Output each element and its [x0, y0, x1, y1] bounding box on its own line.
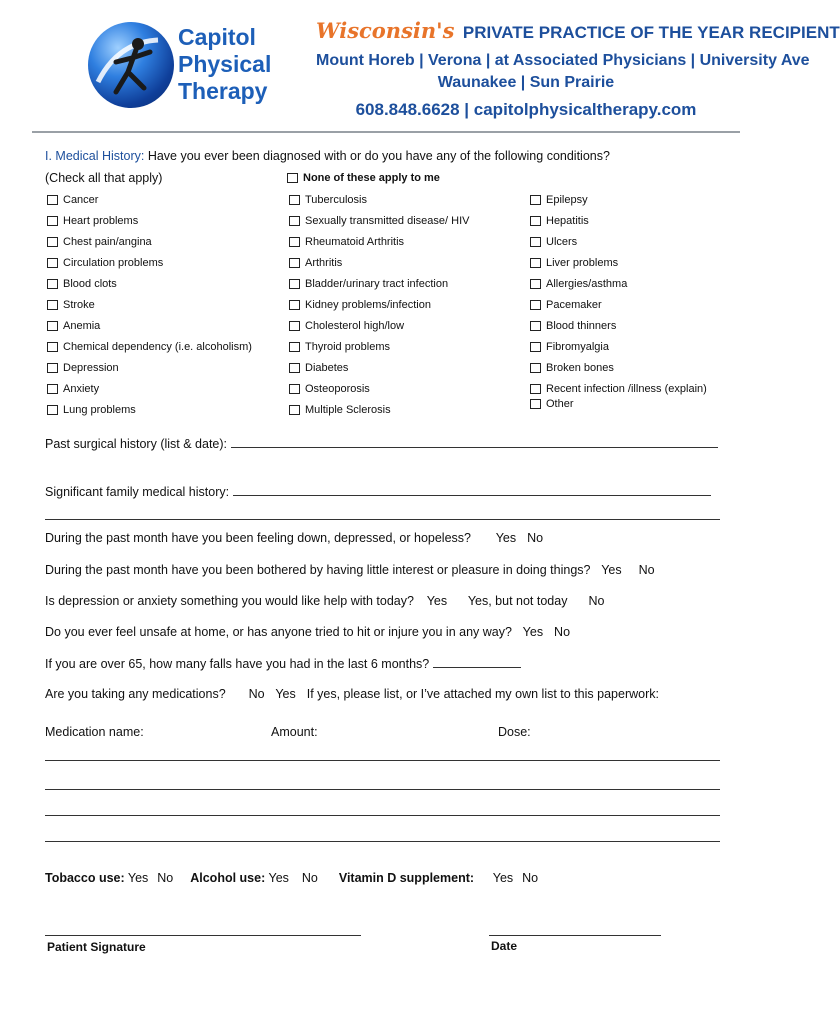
condition-option[interactable]	[530, 278, 627, 290]
checkbox[interactable]	[289, 384, 300, 394]
condition-label: Thyroid problems	[305, 341, 390, 353]
condition-option[interactable]	[47, 362, 119, 374]
condition-label: Cancer	[63, 194, 99, 206]
answer-yes-not-today[interactable]: Yes, but not today	[467, 594, 568, 608]
condition-option[interactable]	[47, 299, 95, 311]
condition-label: Rheumatoid Arthritis	[305, 236, 405, 248]
condition-option[interactable]	[289, 362, 348, 374]
habits-row	[45, 871, 538, 885]
vitamin-yes[interactable]: Yes	[492, 871, 514, 885]
condition-label: Osteoporosis	[305, 383, 370, 395]
falls-count-field[interactable]	[433, 656, 521, 668]
condition-label: Lung problems	[63, 404, 136, 416]
locations-line-1: Mount Horeb | Verona | at Associated Physicians | University Ave	[316, 52, 810, 69]
answer-no[interactable]: No	[588, 594, 605, 608]
tobacco-yes[interactable]: Yes	[127, 871, 149, 885]
section-intro	[45, 149, 610, 163]
logo-line-3: Therapy	[178, 78, 268, 104]
condition-option[interactable]	[530, 299, 602, 311]
answer-yes[interactable]: Yes	[522, 625, 544, 639]
question-unsafe-row	[45, 625, 570, 639]
answer-no[interactable]: No	[554, 625, 571, 639]
signature-label: Patient Signature	[47, 940, 146, 954]
checkbox[interactable]	[47, 405, 58, 415]
question-unsafe: Do you ever feel unsafe at home, or has anyone tried to hit or injure you in any way?	[45, 625, 512, 639]
condition-label: Anxiety	[63, 383, 100, 395]
surgical-history-label: Past surgical history (list & date):	[45, 437, 228, 451]
award-title	[316, 18, 840, 43]
question-down-row	[45, 531, 543, 545]
condition-label: Heart problems	[63, 215, 139, 227]
condition-option[interactable]	[47, 236, 152, 248]
condition-label: Sexually transmitted disease/ HIV	[305, 215, 470, 227]
question-interest-row	[45, 563, 655, 577]
none-apply-option[interactable]	[287, 172, 440, 184]
med-col-name: Medication name:	[45, 725, 144, 739]
condition-label: Ulcers	[546, 236, 578, 248]
checkbox[interactable]	[530, 399, 541, 409]
family-history-label: Significant family medical history:	[45, 485, 230, 499]
condition-label: Kidney problems/infection	[305, 299, 431, 311]
section-label: I. Medical History:	[45, 149, 145, 163]
checkbox[interactable]	[530, 321, 541, 331]
checkbox[interactable]	[289, 279, 300, 289]
condition-label: Liver problems	[546, 257, 619, 269]
question-falls: If you are over 65, how many falls have you had in the last 6 months?	[45, 657, 430, 671]
checkbox[interactable]	[530, 258, 541, 268]
vitamin-no[interactable]: No	[522, 871, 539, 885]
checkbox[interactable]	[289, 300, 300, 310]
condition-option[interactable]	[289, 236, 404, 248]
checkbox[interactable]	[289, 216, 300, 226]
condition-option[interactable]	[530, 362, 614, 374]
tobacco-no[interactable]: No	[157, 871, 174, 885]
checkbox[interactable]	[47, 237, 58, 247]
condition-option[interactable]	[47, 257, 163, 269]
condition-option[interactable]	[530, 398, 574, 410]
condition-label: Allergies/asthma	[546, 278, 628, 290]
checkbox[interactable]	[530, 300, 541, 310]
logo-line-2: Physical	[178, 51, 272, 77]
checkbox[interactable]	[47, 363, 58, 373]
condition-option[interactable]	[289, 194, 367, 206]
contact-info: 608.848.6628 | capitolphysicaltherapy.com	[355, 100, 697, 119]
checkbox[interactable]	[47, 321, 58, 331]
question-interest: During the past month have you been bothered by having little interest or pleasure in doing things?	[45, 563, 591, 577]
checkbox[interactable]	[530, 363, 541, 373]
checkbox[interactable]	[47, 216, 58, 226]
condition-option[interactable]	[530, 383, 707, 395]
med-col-dose: Dose:	[498, 725, 531, 739]
logo-text	[178, 24, 288, 105]
surgical-history-field[interactable]	[231, 436, 718, 448]
checkbox[interactable]	[287, 173, 298, 183]
runner-figure-icon	[88, 22, 174, 108]
checkbox[interactable]	[530, 384, 541, 394]
condition-label: Epilepsy	[546, 194, 588, 206]
condition-option[interactable]	[530, 194, 588, 206]
question-help: Is depression or anxiety something you would like help with today?	[45, 594, 414, 608]
condition-label: Fibromyalgia	[546, 341, 609, 353]
condition-option[interactable]	[47, 320, 100, 332]
condition-option[interactable]	[47, 278, 117, 290]
condition-label: Circulation problems	[63, 257, 164, 269]
condition-option[interactable]	[289, 257, 342, 269]
question-meds-row	[45, 687, 659, 701]
checkbox[interactable]	[47, 342, 58, 352]
medication-line-2[interactable]	[45, 789, 720, 790]
checkbox[interactable]	[289, 195, 300, 205]
condition-label: Chemical dependency (i.e. alcoholism)	[63, 341, 252, 353]
checkbox[interactable]	[289, 237, 300, 247]
checkbox[interactable]	[47, 195, 58, 205]
condition-label: Multiple Sclerosis	[305, 404, 391, 416]
condition-label: Blood thinners	[546, 320, 617, 332]
checkbox[interactable]	[530, 195, 541, 205]
condition-option[interactable]	[289, 320, 404, 332]
condition-label: Other	[546, 398, 574, 410]
condition-option[interactable]	[289, 341, 390, 353]
meds-followup: If yes, please list, or I’ve attached my own list to this paperwork:	[306, 687, 659, 701]
condition-option[interactable]	[289, 278, 448, 290]
checkbox[interactable]	[47, 384, 58, 394]
condition-label: Arthritis	[305, 257, 343, 269]
answer-no[interactable]: No	[638, 563, 655, 577]
med-col-amount: Amount:	[271, 725, 318, 739]
answer-yes[interactable]: Yes	[601, 563, 622, 577]
condition-label: Anemia	[63, 320, 101, 332]
condition-option[interactable]	[530, 236, 577, 248]
question-help-row	[45, 594, 604, 608]
condition-option[interactable]	[47, 341, 252, 353]
logo-line-1: Capitol	[178, 24, 256, 50]
condition-label: Chest pain/angina	[63, 236, 152, 248]
condition-option[interactable]	[530, 320, 616, 332]
alcohol-label: Alcohol use:	[190, 871, 266, 885]
medication-line-1[interactable]	[45, 760, 720, 761]
condition-option[interactable]	[47, 383, 99, 395]
medication-line-3[interactable]	[45, 815, 720, 816]
award-text: PRIVATE PRACTICE OF THE YEAR RECIPIENT	[462, 23, 840, 42]
answer-no[interactable]: No	[527, 531, 544, 545]
answer-yes[interactable]: Yes	[426, 594, 448, 608]
locations-line-2: Waunakee | Sun Prairie	[437, 74, 615, 91]
question-meds: Are you taking any medications?	[45, 687, 226, 701]
condition-option[interactable]	[289, 215, 469, 227]
condition-label: Bladder/urinary tract infection	[305, 278, 449, 290]
condition-option[interactable]	[289, 383, 370, 395]
condition-label: Blood clots	[63, 278, 117, 290]
tobacco-label: Tobacco use:	[45, 871, 125, 885]
check-all-note: (Check all that apply)	[45, 171, 163, 185]
condition-option[interactable]	[530, 257, 618, 269]
checkbox[interactable]	[47, 279, 58, 289]
family-history-field-line-2[interactable]	[45, 519, 720, 520]
checkbox[interactable]	[289, 405, 300, 415]
condition-option[interactable]	[530, 341, 609, 353]
alcohol-no[interactable]: No	[301, 871, 318, 885]
condition-label: Cholesterol high/low	[305, 320, 405, 332]
condition-label: Diabetes	[305, 362, 349, 374]
condition-label: Depression	[63, 362, 119, 374]
logo-emblem	[88, 22, 174, 108]
vitamin-label: Vitamin D supplement:	[338, 871, 475, 885]
condition-option[interactable]	[289, 404, 391, 416]
condition-label: Hepatitis	[546, 215, 589, 227]
header-divider	[32, 131, 740, 133]
medication-line-4[interactable]	[45, 841, 720, 842]
condition-label: Tuberculosis	[305, 194, 367, 206]
condition-label: Stroke	[63, 299, 95, 311]
answer-no[interactable]: No	[248, 687, 265, 701]
checkbox[interactable]	[530, 216, 541, 226]
condition-option[interactable]	[47, 194, 98, 206]
signature-field[interactable]	[45, 935, 361, 936]
checkbox[interactable]	[289, 258, 300, 268]
family-history-row	[45, 484, 711, 499]
checkbox[interactable]	[289, 363, 300, 373]
checkbox[interactable]	[530, 342, 541, 352]
checkbox[interactable]	[47, 300, 58, 310]
checkbox[interactable]	[530, 279, 541, 289]
condition-option[interactable]	[530, 215, 589, 227]
date-field[interactable]	[489, 935, 661, 936]
question-down: During the past month have you been feeling down, depressed, or hopeless?	[45, 531, 471, 545]
answer-yes[interactable]: Yes	[495, 531, 517, 545]
condition-option[interactable]	[289, 299, 431, 311]
section-question: Have you ever been diagnosed with or do you have any of the following conditions?	[144, 149, 610, 163]
checkbox[interactable]	[47, 258, 58, 268]
checkbox[interactable]	[289, 321, 300, 331]
checkbox[interactable]	[289, 342, 300, 352]
state-name: Wisconsin's	[316, 18, 455, 43]
checkbox[interactable]	[530, 237, 541, 247]
date-label: Date	[491, 939, 518, 953]
surgical-history-row	[45, 436, 718, 451]
condition-label: Recent infection /illness (explain)	[546, 383, 707, 395]
condition-option[interactable]	[47, 404, 136, 416]
condition-option[interactable]	[47, 215, 138, 227]
answer-yes[interactable]: Yes	[275, 687, 296, 701]
condition-label: Broken bones	[546, 362, 614, 374]
condition-label: Pacemaker	[546, 299, 602, 311]
family-history-field[interactable]	[233, 484, 711, 496]
alcohol-yes[interactable]: Yes	[268, 871, 289, 885]
none-apply-label: None of these apply to me	[303, 172, 440, 184]
question-falls-row	[45, 656, 521, 671]
